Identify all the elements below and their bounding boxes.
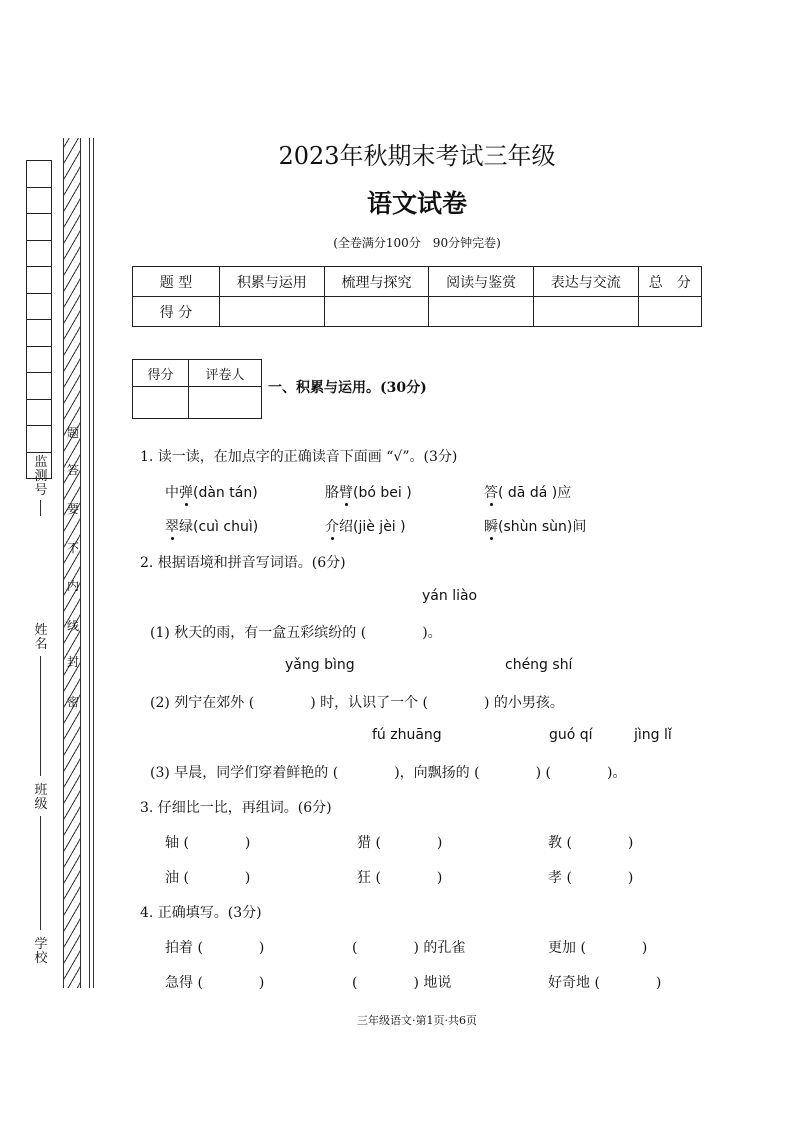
q1-item: 中弹(dàn tán) (165, 485, 258, 501)
fill-line (40, 656, 41, 776)
monitor-number-label: 监测号 (34, 455, 48, 498)
q4-item: 急得 ( ) (165, 975, 265, 991)
grader-name-label: 评卷人 (189, 360, 262, 387)
score-table-header: 积累与运用 (220, 267, 325, 297)
seal-char: 答 (66, 463, 79, 477)
score-cell[interactable] (638, 297, 701, 327)
subject-title: 语文试卷 (366, 189, 467, 218)
grader-score-label: 得分 (133, 360, 189, 387)
score-table-header: 表达与交流 (533, 267, 638, 297)
q1-item: 答( dā dá )应 (484, 485, 572, 501)
q1-item: 翠绿(cuì chuì) (165, 519, 259, 535)
pinyin-hint: yán liào (422, 588, 478, 604)
q3-item: 猎 ( ) (357, 835, 443, 851)
page-footer: 三年级语文·第1页·共6页 (357, 1014, 477, 1027)
q1-item: 介绍(jiè jèi ) (325, 519, 406, 535)
pinyin-hint: fú zhuāng (372, 727, 442, 743)
binding-hatch-strip (63, 138, 81, 988)
score-cell[interactable] (220, 297, 325, 327)
seal-char: 要 (66, 502, 79, 516)
q3-item: 狂 ( ) (357, 870, 443, 886)
seal-char: 密 (66, 695, 79, 709)
score-table-header: 阅读与鉴赏 (429, 267, 534, 297)
q3-item: 油 ( ) (165, 870, 251, 886)
q4-item: 拍着 ( ) (165, 940, 265, 956)
q4-item: 更加 ( ) (548, 940, 648, 956)
score-cell[interactable] (429, 297, 534, 327)
question-4-stem: 4. 正确填写。(3分) (140, 905, 262, 921)
grader-name-cell[interactable] (189, 387, 262, 419)
score-table-header: 梳理与探究 (324, 267, 429, 297)
seal-char: 封 (66, 655, 79, 669)
question-2-stem: 2. 根据语境和拼音写词语。(6分) (140, 555, 346, 571)
seal-char: 题 (66, 426, 79, 440)
section-title: 一、积累与运用。(30分) (268, 380, 427, 396)
q4-item: 好奇地 ( ) (548, 975, 662, 991)
score-cell[interactable] (533, 297, 638, 327)
score-table-header: 题 型 (133, 267, 220, 297)
school-label: 学校 (34, 937, 48, 966)
pinyin-hint: jìng lǐ (634, 727, 672, 743)
fill-line (40, 816, 41, 930)
binding-line (89, 138, 90, 988)
q3-item: 孝 ( ) (548, 870, 634, 886)
pinyin-hint: chéng shí (505, 657, 573, 673)
q1-item: 瞬(shùn sùn)间 (484, 519, 587, 535)
question-1-stem: 1. 读一读，在加点字的正确读音下面画 “√”。(3分) (140, 449, 458, 465)
pinyin-hint: guó qí (549, 727, 593, 743)
q2-sentence-2: (2) 列宁在郊外 ( ) 时，认识了一个 ( ) 的小男孩。 (150, 695, 564, 711)
seal-char: 不 (66, 541, 79, 555)
q2-sentence-3: (3) 早晨，同学们穿着鲜艳的 ( )，向飘扬的 ( ) ( )。 (150, 765, 627, 781)
seal-char: 内 (66, 579, 79, 593)
score-row-label: 得 分 (133, 297, 220, 327)
score-cell[interactable] (324, 297, 429, 327)
score-table-header: 总 分 (638, 267, 701, 297)
q4-item: ( ) 的孔雀 (352, 940, 466, 956)
fill-line (40, 500, 41, 516)
pinyin-hint: yǎng bìng (285, 657, 355, 673)
question-3-stem: 3. 仔细比一比，再组词。(6分) (140, 800, 332, 816)
q4-item: ( ) 地说 (352, 975, 452, 991)
q3-item: 教 ( ) (548, 835, 634, 851)
q3-item: 轴 ( ) (165, 835, 251, 851)
grader-table (132, 359, 262, 419)
binding-line (93, 138, 94, 988)
score-table (132, 266, 702, 327)
name-label: 姓名 (34, 623, 48, 652)
seal-char: 线 (66, 619, 79, 633)
exam-note: (全卷满分100分 90分钟完卷) (333, 236, 501, 250)
q1-item: 胳臂(bó bei ) (325, 485, 412, 501)
grader-score-cell[interactable] (133, 387, 189, 419)
q2-sentence-1: (1) 秋天的雨，有一盒五彩缤纷的 ( )。 (150, 625, 442, 641)
exam-title: 2023年秋期末考试三年级 (278, 142, 556, 170)
class-label: 班级 (34, 783, 48, 812)
